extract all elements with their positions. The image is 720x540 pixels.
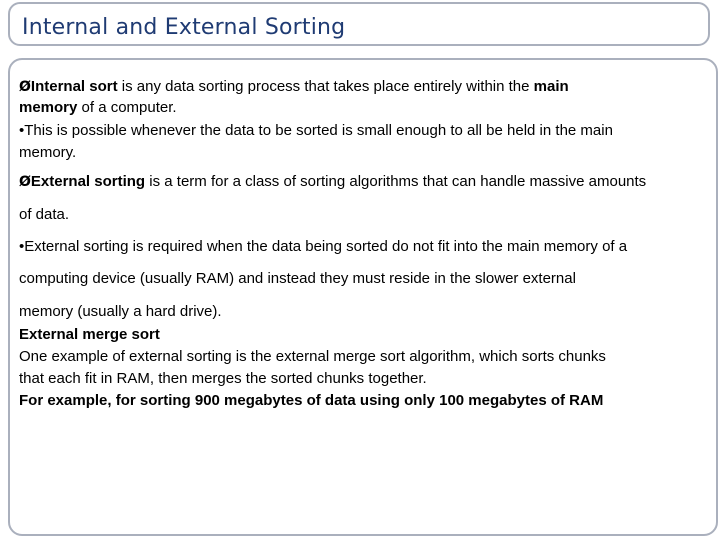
internal-line-2-text: of a computer. [77,99,177,116]
merge-line-1: One example of external sorting is the external merge sort algorithm, which sorts chunks [19,348,606,365]
memory-word: memory [19,99,78,116]
title-box [8,2,710,46]
arrow-bullet-icon: Ø [19,174,31,190]
main-word: main [533,78,569,95]
merge-example [19,391,603,411]
internal-line-1 [19,77,569,97]
slide-title: Internal and External Sorting [22,15,346,40]
external-sorting-term: External sorting [30,173,146,190]
merge-line-2: that each fit in RAM, then merges the sorted chunks together. [19,370,427,387]
internal-sort-term: Internal sort [30,78,118,95]
arrow-bullet-icon: Ø [19,79,31,95]
merge-example-text: For example, for sorting 900 megabytes of data using only 100 megabytes of RAM [19,392,604,409]
external-line-5: memory (usually a hard drive). [19,303,222,320]
external-line-3: •External sorting is required when the data being sorted do not fit into the main memory of a [19,238,628,255]
internal-line-3: •This is possible whenever the data to be sorted is small enough to all be held in the main [19,122,613,139]
external-line-1 [19,172,646,192]
external-line-4: computing device (usually RAM) and instead they must reside in the slower external [19,270,576,287]
external-line-1-text: is a term for a class of sorting algorithms that can handle massive amounts [145,173,647,190]
internal-line-1-text: is any data sorting process that takes place entirely within the [117,78,534,95]
external-line-2: of data. [19,206,70,223]
internal-line-2 [19,98,177,118]
merge-heading [19,325,160,345]
merge-heading-text: External merge sort [19,326,160,343]
internal-line-4: memory. [19,144,77,161]
